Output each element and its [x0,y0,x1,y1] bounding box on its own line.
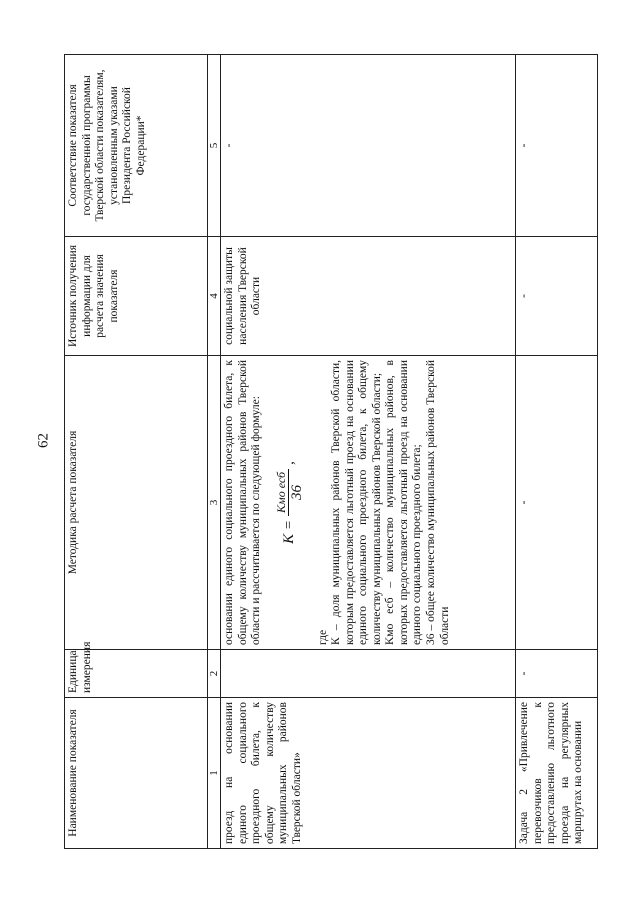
column-number: 1 [208,698,221,849]
indicator-source: социальной защиты населения Тверской области [221,237,516,356]
formula-lhs: K = [281,519,298,544]
column-number: 2 [208,650,221,698]
method-def-kmo: Kмо есб – количество муниципальных районов, в которых предоставляется льготный проезд на основании единого социального проездного билета; [384,360,424,645]
formula [274,360,307,645]
header-row [65,55,208,849]
header-source: Источник получения информации для расчета значения показателя [65,237,208,356]
formula-fraction [274,469,307,516]
header-method: Методика расчета показателя [65,356,208,650]
indicator-compliance: - [221,55,516,237]
page-number: 62 [35,433,52,448]
method-def-k: К – доля муниципальных районов Тверской области, которым предоставляется льготный проезд на основании единого социального проездного билета, к общему количеству муниципальных районов Тверской области; [330,360,383,645]
task-source: - [516,237,598,356]
rotated-table-container [64,55,605,849]
method-def-36: 36 – общее количество муниципальных районов Тверской области [425,360,451,645]
method-where: где [316,629,329,645]
indicator-name: проезд на основании единого социального проездного билета, к общему количеству муниципальных районов Тверской области» [221,698,516,849]
header-name: Наименование показателя [65,698,208,849]
indicator-table [64,54,598,849]
indicator-unit [221,650,516,698]
column-number-row [208,55,221,849]
task-unit: - [516,650,598,698]
method-intro: основании единого социального проездного билета, к общему количеству муниципальных районов Тверской области и рассчитывается по следующей формуле: [223,360,263,645]
table-row [516,55,598,849]
column-number: 5 [208,55,221,237]
header-unit: Единица измерения [65,650,208,698]
table-row [221,55,516,849]
column-number: 4 [208,237,221,356]
formula-denominator: 36 [288,484,305,500]
task-name: Задача 2 «Привлечение перевозчиков к предоставлению льготного проезда на регулярных маршрутах на основании [516,698,598,849]
indicator-method [221,356,516,650]
task-compliance: - [516,55,598,237]
formula-numerator: Kмо есб [274,469,289,516]
formula-tail: , [281,461,298,465]
column-number: 3 [208,356,221,650]
task-method: - [516,356,598,650]
header-compliance: Соответствие показателя государственной программы Тверской области показателям, установленным указами Президента Российской Федерации* [65,55,208,237]
